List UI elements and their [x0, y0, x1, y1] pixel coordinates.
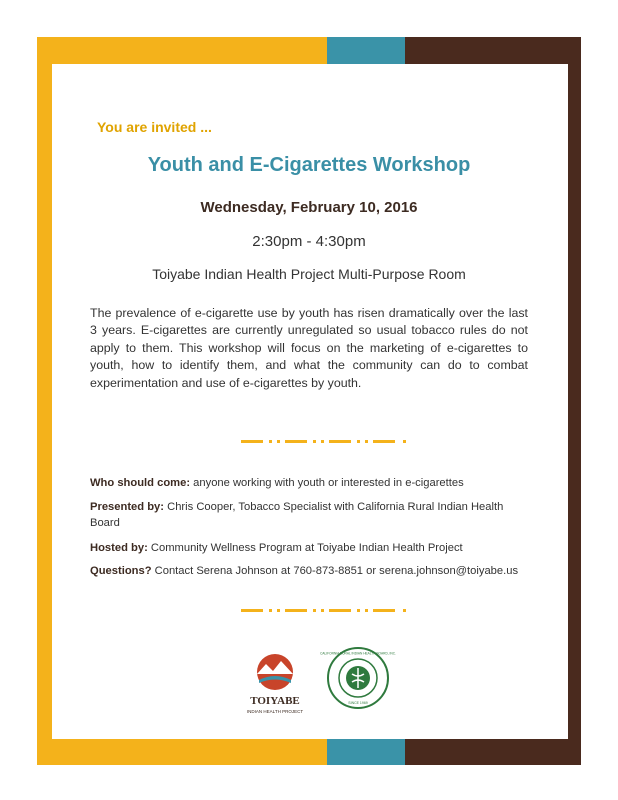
divider-dot	[269, 440, 272, 443]
divider-dot	[357, 609, 360, 612]
divider-dot	[277, 440, 280, 443]
divider-dot	[357, 440, 360, 443]
event-location: Toiyabe Indian Health Project Multi-Purpose Room	[152, 266, 466, 282]
crihb-since: SINCE 1969	[348, 701, 368, 705]
toiyabe-subtitle: INDIAN HEALTH PROJECT	[246, 709, 304, 714]
frame-top-yellow-bar	[37, 37, 327, 64]
crihb-name: CALIFORNIA RURAL INDIAN HEALTH BOARD, INC.	[320, 651, 396, 656]
frame-right-brown-bar	[568, 37, 581, 765]
hosted-label: Hosted by:	[90, 542, 148, 554]
divider-dash	[329, 440, 351, 443]
presented-by	[90, 499, 530, 531]
event-time: 2:30pm - 4:30pm	[252, 233, 366, 250]
crihb-logo	[320, 646, 396, 710]
event-date: Wednesday, February 10, 2016	[200, 199, 418, 216]
divider-dash	[285, 609, 307, 612]
questions-label: Questions?	[90, 565, 152, 577]
divider-dot	[403, 609, 406, 612]
divider-dot	[313, 609, 316, 612]
frame-top-brown-bar	[405, 37, 581, 64]
divider-top	[241, 440, 421, 444]
divider-dot	[313, 440, 316, 443]
questions-contact	[90, 563, 530, 579]
divider-dash	[241, 440, 263, 443]
questions-value: Contact Serena Johnson at 760-873-8851 or serena.johnson@toiyabe.us	[151, 565, 519, 577]
hosted-by	[90, 540, 530, 556]
divider-dot	[365, 609, 368, 612]
divider-dash	[241, 609, 263, 612]
divider-dot	[365, 440, 368, 443]
event-description: The prevalence of e-cigarette use by youth has risen dramatically over the last 3 years. E-cigarettes are currently unregulated so usual tobacco rules do not apply to them. This workshop will focus on the marketing of e-cigarettes to youth, how to identify them, and what the community can do to combat experimentation and use of e-cigarettes by youth.	[90, 306, 528, 390]
who-should-come	[90, 475, 530, 491]
event-title: Youth and E-Cigarettes Workshop	[147, 154, 471, 176]
frame-top-teal-bar	[327, 37, 405, 64]
toiyabe-logo	[238, 652, 312, 718]
invitation-text: You are invited ...	[97, 119, 212, 135]
divider-bottom	[241, 609, 421, 613]
divider-dot	[269, 609, 272, 612]
divider-dash	[285, 440, 307, 443]
frame-bottom-teal-bar	[327, 739, 405, 765]
divider-dot	[277, 609, 280, 612]
who-value: anyone working with youth or interested in e-cigarettes	[190, 477, 464, 489]
divider-dot	[321, 609, 324, 612]
divider-dot	[321, 440, 324, 443]
who-label: Who should come:	[90, 477, 191, 489]
divider-dash	[329, 609, 351, 612]
divider-dot	[403, 440, 406, 443]
presented-value: Chris Cooper, Tobacco Specialist with California Rural Indian Health Board	[90, 501, 504, 529]
frame-bottom-yellow-bar	[37, 739, 327, 765]
hosted-value: Community Wellness Program at Toiyabe Indian Health Project	[147, 542, 463, 554]
frame-bottom-brown-bar	[405, 739, 581, 765]
divider-dash	[373, 609, 395, 612]
frame-left-yellow-bar	[37, 37, 52, 765]
toiyabe-name: TOIYABE	[250, 695, 300, 707]
presented-label: Presented by:	[90, 501, 164, 513]
divider-dash	[373, 440, 395, 443]
